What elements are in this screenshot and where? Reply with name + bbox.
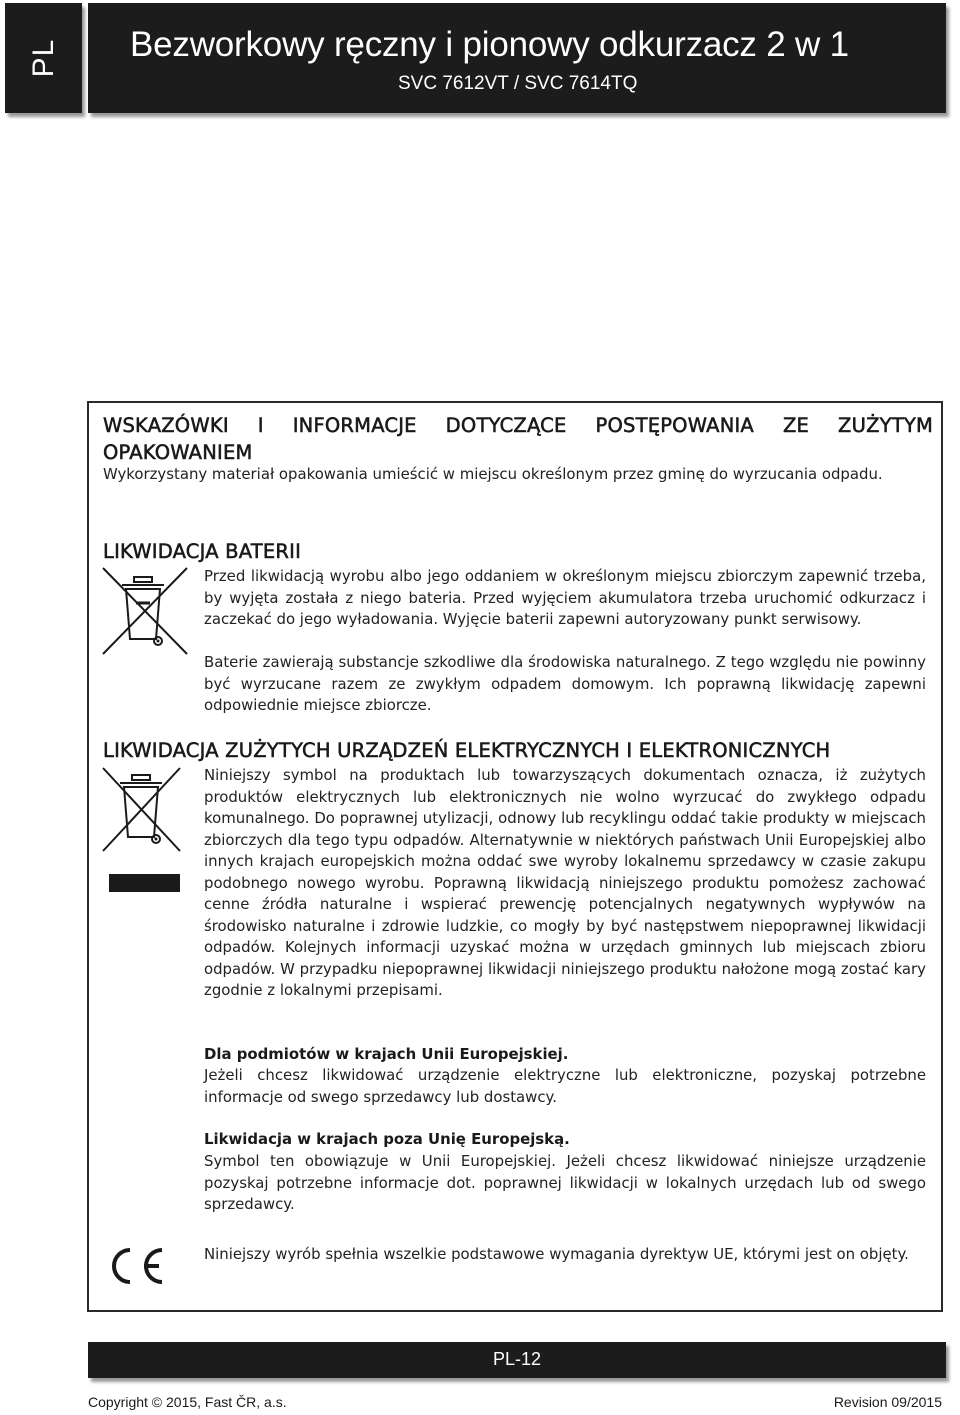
packaging-text: Wykorzystany materiał opakowania umieścić w miejscu określonym przez gminę do wyrzucania odpadu. [103, 465, 883, 483]
battery-heading: LIKWIDACJA BATERII [103, 540, 302, 563]
revision-text: Revision 09/2015 [833, 1394, 942, 1410]
crossed-wheelie-bin-icon [100, 565, 190, 657]
eu-text: Jeżeli chcesz likwidować urządzenie elektryczne lub elektroniczne, pozyskaj potrzebne informacje od swego sprzedawcy lub dostawcy. [204, 1066, 926, 1106]
non-eu-text: Symbol ten obowiązuje w Unii Europejskiej. Jeżeli chcesz likwidować niniejsze urządzenie pozyskaj potrzebne informacje dot. poprawnej likwidacji w lokalnych urzędach lub od swego sprzedawcy. [204, 1152, 926, 1213]
weee-heading: LIKWIDACJA ZUŻYTYCH URZĄDZEŃ ELEKTRYCZNYCH I ELEKTRONICZNYCH [103, 739, 831, 762]
eu-heading: Dla podmiotów w krajach Unii Europejskiej. [204, 1045, 569, 1063]
copyright-text: Copyright © 2015, Fast ČR, a.s. [88, 1394, 287, 1410]
packaging-heading-line1: WSKAZÓWKI I INFORMACJE DOTYCZĄCE POSTĘPOWANIA ZE ZUŻYTYM [103, 414, 933, 437]
page-title: Bezworkowy ręczny i pionowy odkurzacz 2 w 1 [130, 25, 849, 64]
ce-text: Niniejszy wyrób spełnia wszelkie podstawowe wymagania dyrektyw UE, którymi jest on objęty. [204, 1245, 909, 1263]
battery-text-1: Przed likwidacją wyrobu albo jego oddaniem w określonym miejscu zbiorczym zapewnić trzeba, by wyjęta została z niego bateria. Przed wyjęciem akumulatora trzeba uruchomić odkurzacz i zaczekać do jego wyładowania. Wyjęcie baterii zapewni autoryzowany punkt serwisowy. [204, 567, 926, 628]
language-label: PL [26, 38, 60, 78]
weee-text: Niniejszy symbol na produktach lub towarzyszących dokumentach oznacza, iż zużytych produktów elektrycznych lub elektronicznych nie wolno wyrzucać do zwykłego odpadu komunalnego. Do poprawnej utylizacji, odnowy lub recyklingu oddać takie produkty w miejscach zbiorczych dla tego typu odpadów. Alternatywnie w niektórych państwach Unii Europejskiej albo innych krajach europejskich można oddać swe wyroby lokalnemu sprzedawcy w czasie zakupu podobnego nowego wyrobu. Poprawną likwidacją niniejszego produktu pomożesz zachować cenne źródła naturalne i wspierać prewencję potencjalnych negatywnych wypływów na środowisko naturalne i zdrowie ludzkie, co mogły by być następstwem niepoprawnej likwidacji odpadów. Kolejnych informacji uzyskać można w urzędach gminnych lub miejscach zbioru odpadów. W przypadku niepoprawnej likwidacji niniejszego produktu nałożone mogą zostać kary zgodnie z lokalnymi przepisami. [204, 766, 926, 999]
ce-mark-icon [104, 1245, 166, 1287]
language-tab [5, 3, 82, 113]
battery-text-2: Baterie zawierają substancje szkodliwe dla środowiska naturalnego. Z tego względu nie powinny być wyrzucane razem ze zwykłym odpadem domowym. Ich poprawną likwidację zapewni odpowiednie miejsce zbiorcze. [204, 653, 926, 714]
non-eu-heading: Likwidacja w krajach poza Unię Europejską. [204, 1130, 570, 1148]
crossed-wheelie-bin-with-bar-icon [100, 765, 186, 897]
page-number-bar [88, 1342, 946, 1378]
page-number: PL-12 [492, 1349, 542, 1369]
model-numbers: SVC 7612VT / SVC 7614TQ [398, 73, 638, 94]
packaging-heading-line2: OPAKOWANIEM [103, 441, 253, 464]
title-bar [88, 3, 946, 113]
